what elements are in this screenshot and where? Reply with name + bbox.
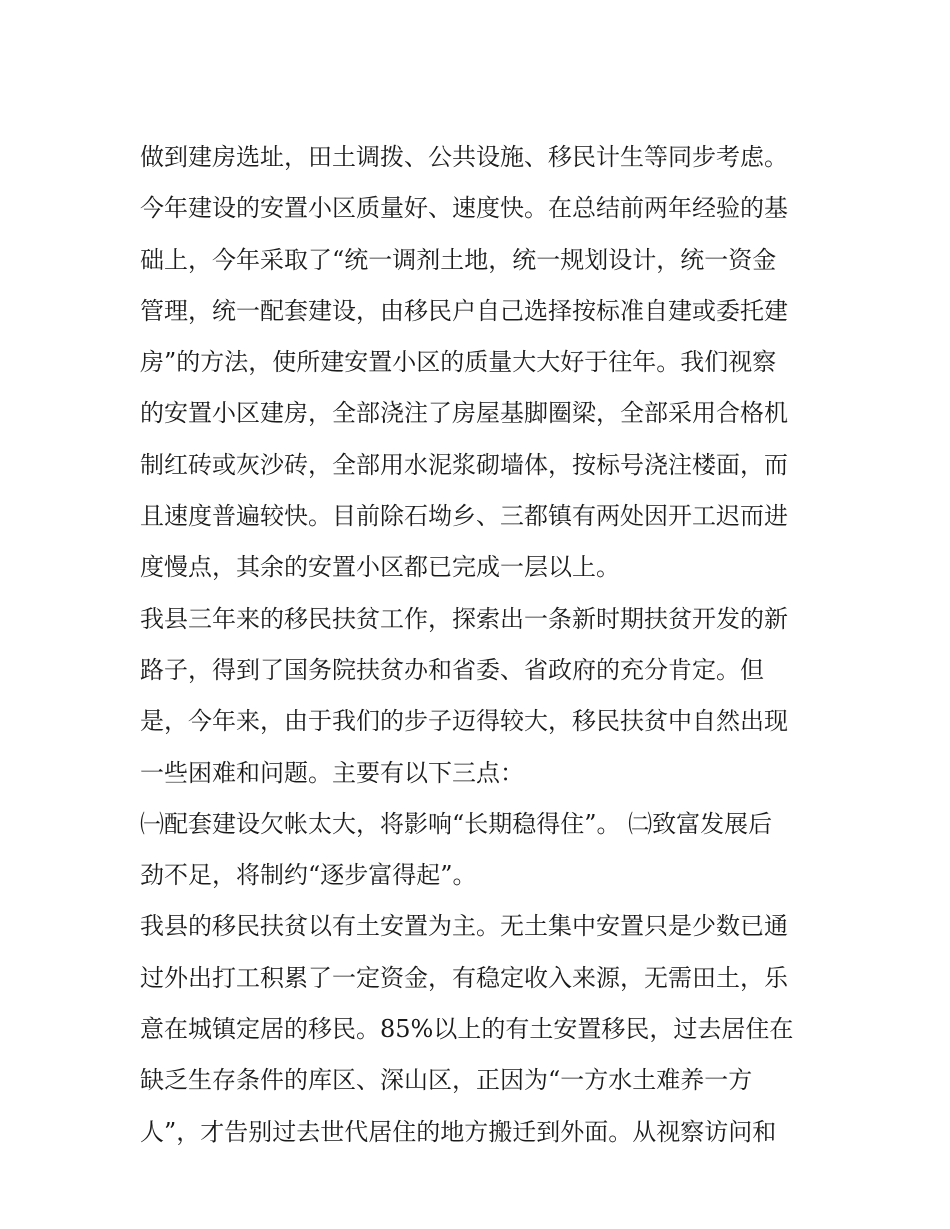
document-body	[140, 132, 820, 1158]
text-line: 今年建设的安置小区质量好、速度快。在总结前两年经验的基	[140, 194, 788, 223]
text-line: 路子，得到了国务院扶贫办和省委、省政府的充分肯定。但	[140, 655, 764, 684]
text-line: 础上，今年采取了“统一调剂土地，统一规划设计，统一资金	[140, 245, 777, 274]
text-line: 管理，统一配套建设，由移民户自己选择按标准自建或委托建	[140, 296, 788, 325]
text-line: 劲不足，将制约“逐步富得起”。	[140, 861, 477, 890]
text-line: 我县三年来的移民扶贫工作，探索出一条新时期扶贫开发的新	[140, 604, 788, 633]
text-line: 人”，才告别过去世代居住的地方搬迁到外面。从视察访问和	[140, 1117, 777, 1146]
text-line: 意在城镇定居的移民。85%以上的有土安置移民，过去居住在	[140, 1015, 794, 1044]
text-line: 制红砖或灰沙砖，全部用水泥浆砌墙体，按标号浇注楼面，而	[140, 450, 788, 479]
text-line: 缺乏生存条件的库区、深山区，正因为“一方水土难养一方	[140, 1066, 753, 1095]
text-line: 做到建房选址，田土调拨、公共设施、移民计生等同步考虑。	[140, 143, 788, 171]
text-line: 且速度普遍较快。目前除石坳乡、三都镇有两处因开工迟而进	[140, 502, 788, 531]
text-line: 房”的方法，使所建安置小区的质量大大好于往年。我们视察	[140, 348, 777, 377]
text-line: ㈠配套建设欠帐太大，将影响“长期稳得住”。 ㈡致富发展后	[140, 809, 773, 838]
text-line: 的安置小区建房，全部浇注了房屋基脚圈梁，全部采用合格机	[140, 399, 788, 428]
text-line: 我县的移民扶贫以有土安置为主。无土集中安置只是少数已通	[140, 912, 788, 941]
text-line: 度慢点，其余的安置小区都已完成一层以上。	[140, 553, 620, 582]
text-line: 是，今年来，由于我们的步子迈得较大，移民扶贫中自然出现	[140, 707, 788, 736]
text-line: 一些困难和问题。主要有以下三点：	[140, 758, 524, 787]
text-line: 过外出打工积累了一定资金，有稳定收入来源，无需田土，乐	[140, 963, 788, 992]
